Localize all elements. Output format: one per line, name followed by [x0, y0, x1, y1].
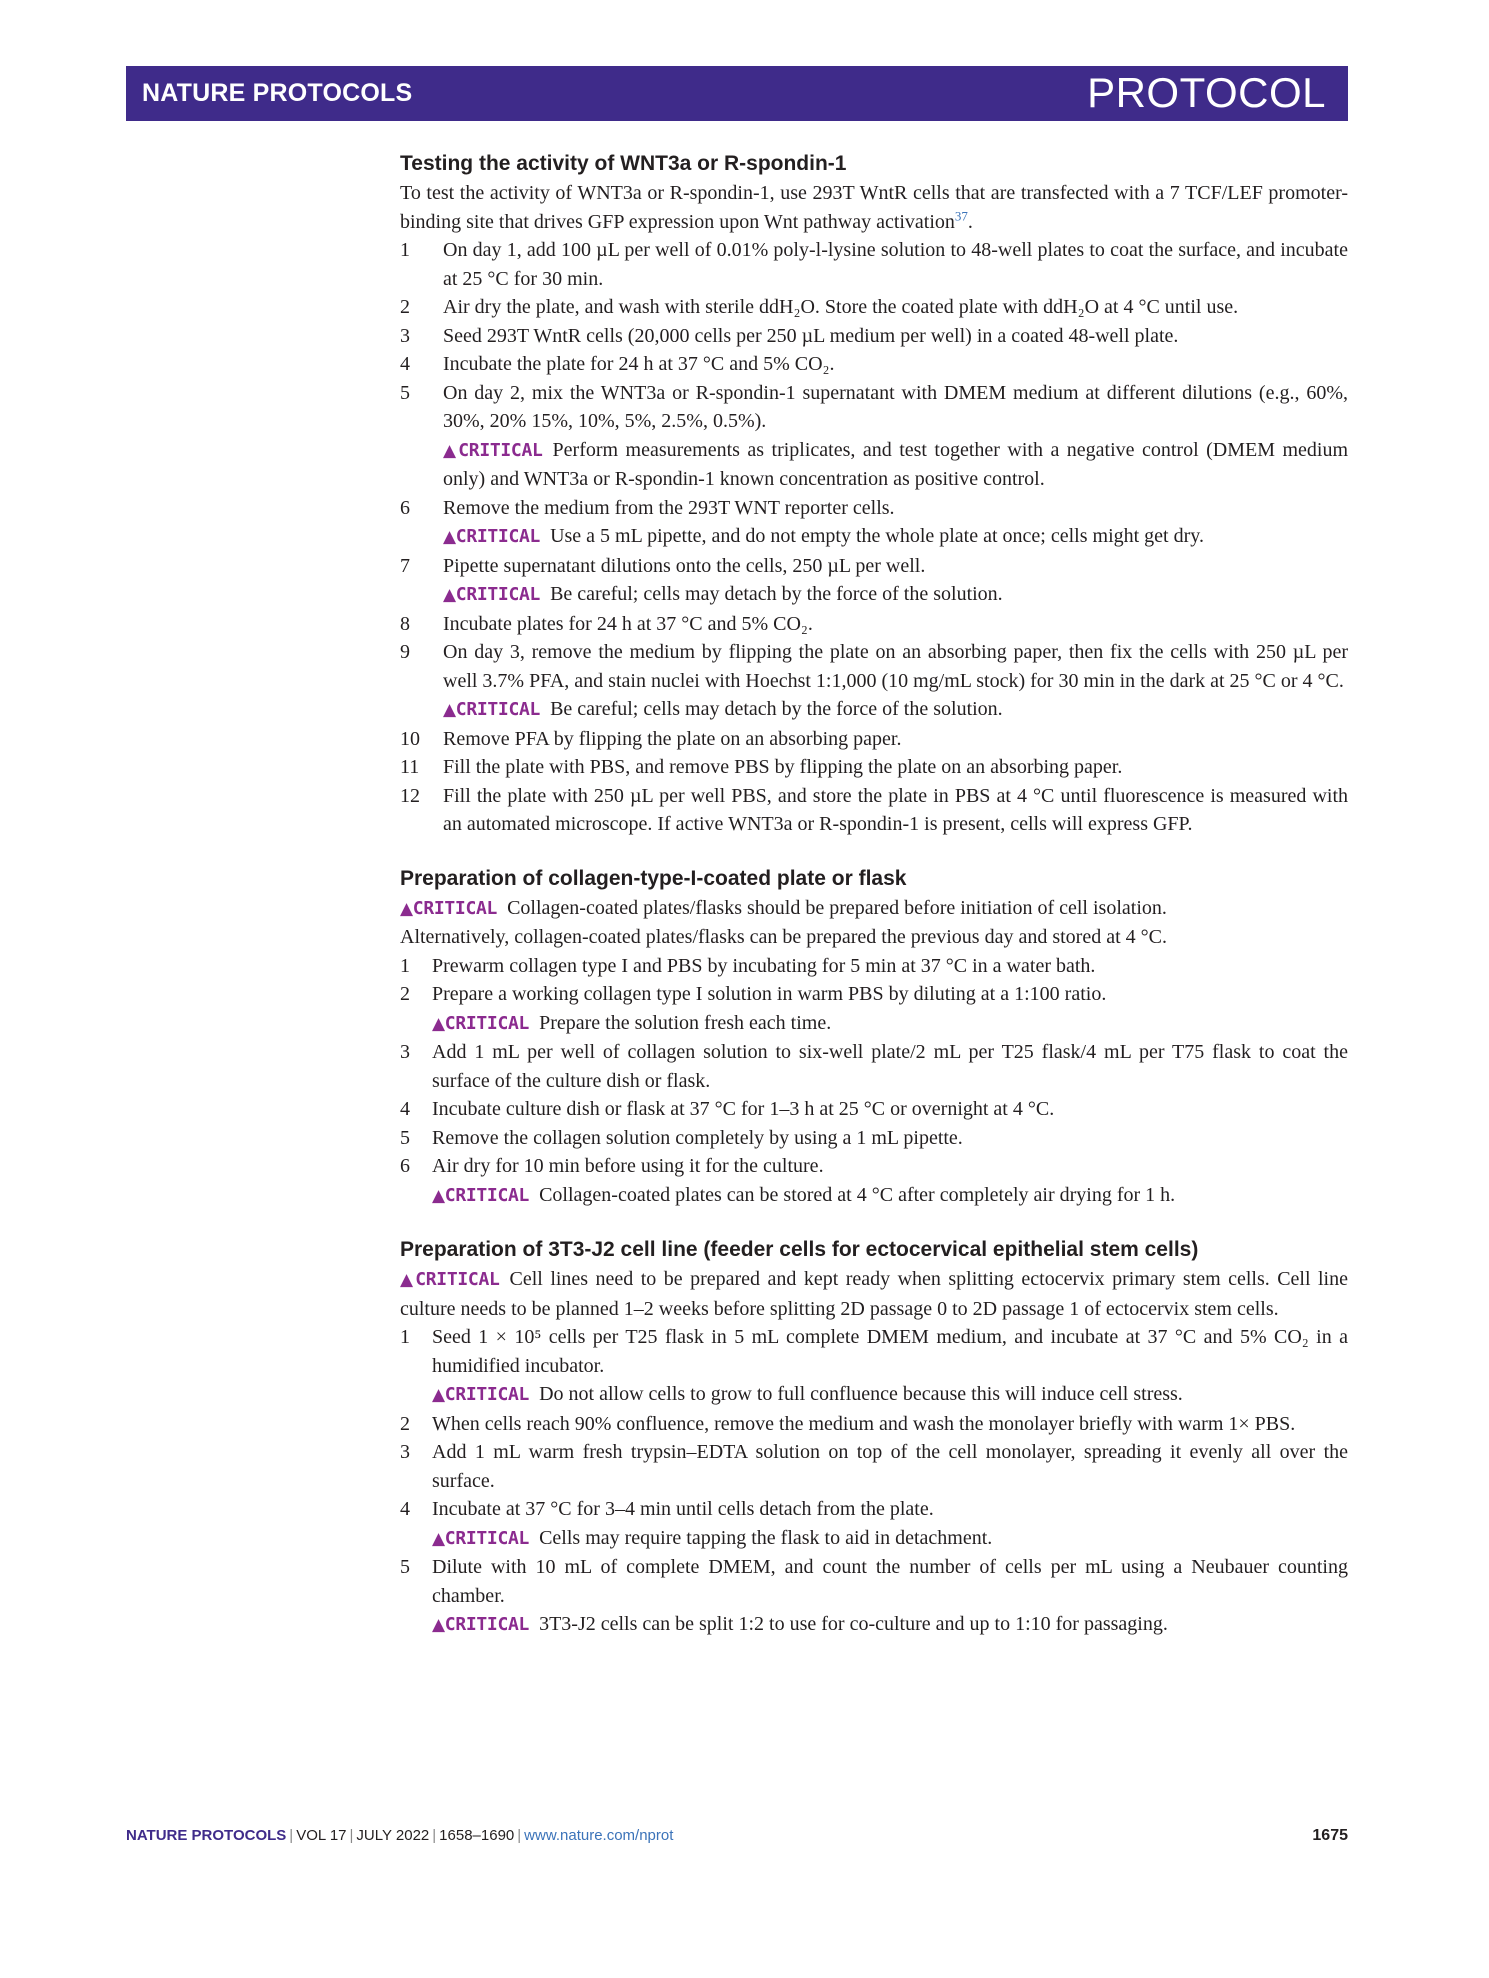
warning-triangle-icon: ▲ — [432, 1615, 445, 1635]
critical-label: ▲CRITICAL — [432, 1184, 530, 1206]
step-number: 4 — [400, 1498, 410, 1520]
step-text: Remove PFA by flipping the plate on an absorbing paper. — [443, 727, 902, 750]
critical-note: ▲CRITICAL Collagen-coated plates/flasks should be prepared before initiation of cell isolation. — [400, 896, 1167, 919]
procedure-step — [400, 552, 1348, 610]
procedure-step — [400, 1152, 1348, 1210]
step-number: 1 — [400, 239, 410, 261]
critical-note — [432, 1610, 1348, 1640]
step-number: 4 — [400, 353, 410, 375]
warning-triangle-icon: ▲ — [443, 527, 456, 547]
section-collagen-coating — [400, 865, 1348, 1211]
critical-note — [432, 1181, 1348, 1211]
step-body — [432, 1124, 1348, 1153]
critical-label: ▲CRITICAL — [443, 699, 541, 720]
critical-text: 3T3-J2 cells can be split 1:2 to use for co-culture and up to 1:10 for passaging. — [539, 1613, 1168, 1635]
step-text: Air dry for 10 min before using it for the culture. — [432, 1155, 824, 1177]
warning-triangle-icon: ▲ — [432, 1528, 445, 1549]
step-body — [432, 1095, 1348, 1124]
step-number: 4 — [400, 1098, 410, 1120]
step-body — [443, 322, 1348, 351]
warning-triangle-icon: ▲ — [432, 1185, 445, 1206]
critical-note — [443, 522, 1348, 552]
procedure-step — [400, 1410, 1348, 1439]
critical-note: ▲CRITICAL Cell lines need to be prepared and kept ready when splitting ectocervix primary stem cells. Cell line culture needs to be planned 1–2 weeks before splitting 2D passage 0 to 2D passage 1 of ectocervix stem cells. — [400, 1268, 1348, 1320]
critical-note — [443, 695, 1348, 725]
critical-label: ▲CRITICAL — [432, 1527, 530, 1549]
procedure-step — [400, 638, 1348, 725]
step-body — [443, 236, 1348, 293]
critical-text: Collagen-coated plates can be stored at 4 °C after completely air drying for 1 h. — [539, 1183, 1176, 1206]
step-number: 2 — [400, 983, 410, 1005]
step-body — [443, 638, 1348, 725]
step-text: On day 2, mix the WNT3a or R-spondin-1 supernatant with DMEM medium at different dilutions (e.g., 60%, 30%, 20% 15%, 10%, 5%, 2.5%, 0.5%). — [443, 381, 1348, 432]
step-text: Fill the plate with PBS, and remove PBS by flipping the plate on an absorbing paper. — [443, 756, 1123, 778]
step-text: Remove the medium from the 293T WNT reporter cells. — [443, 496, 895, 519]
step-number: 3 — [400, 1441, 410, 1463]
reference-link[interactable]: 37 — [954, 207, 968, 223]
critical-note — [443, 580, 1348, 610]
critical-note — [432, 1524, 1348, 1554]
procedure-step — [400, 379, 1348, 494]
procedure-step — [400, 236, 1348, 293]
step-body — [432, 1410, 1348, 1439]
step-body — [443, 552, 1348, 610]
header-bar — [126, 66, 1348, 121]
critical-label: ▲CRITICAL — [400, 897, 498, 919]
procedure-step — [400, 782, 1348, 839]
warning-triangle-icon: ▲ — [443, 440, 459, 461]
footer-journal: NATURE PROTOCOLS — [126, 1827, 287, 1844]
section-3t3-j2-cell-line — [400, 1236, 1348, 1640]
step-body — [432, 1495, 1348, 1553]
step-number: 11 — [400, 756, 420, 778]
warning-triangle-icon: ▲ — [432, 1385, 445, 1405]
procedure-step — [400, 725, 1348, 754]
critical-text: Use a 5 mL pipette, and do not empty the whole plate at once; cells might get dry. — [550, 525, 1204, 547]
step-text: Add 1 mL warm fresh trypsin–EDTA solution on top of the cell monolayer, spreading it evenly all over the surface. — [432, 1441, 1348, 1492]
step-body — [443, 725, 1348, 754]
step-text: Incubate plates for 24 h at 37 °C and 5% CO₂. — [443, 612, 813, 635]
step-body — [432, 952, 1348, 981]
step-number: 6 — [400, 496, 410, 519]
procedure-step — [400, 1495, 1348, 1553]
step-text: Incubate at 37 °C for 3–4 min until cells detach from the plate. — [432, 1498, 934, 1520]
step-text: On day 3, remove the medium by flipping the plate on an absorbing paper, then fix the cells with 250 µL per well 3.7% PFA, and stain nuclei with Hoechst 1:1,000 (10 mg/mL stock) for 30 min in the dark at 25 °C or 4 °C. — [443, 641, 1348, 692]
critical-text: Be careful; cells may detach by the force of the solution. — [550, 583, 1003, 605]
step-number: 2 — [400, 1412, 410, 1435]
procedure-step — [400, 1038, 1348, 1095]
step-text: Remove the collagen solution completely by using a 1 mL pipette. — [432, 1126, 963, 1149]
warning-triangle-icon: ▲ — [400, 1270, 416, 1290]
section-wnt3a-activity — [400, 150, 1348, 839]
step-list — [400, 1323, 1348, 1640]
procedure-step — [400, 1095, 1348, 1124]
procedure-step — [400, 1124, 1348, 1153]
procedure-step — [400, 610, 1348, 639]
critical-label: ▲CRITICAL — [432, 1012, 530, 1034]
critical-label: ▲CRITICAL — [400, 1269, 500, 1290]
section-title: Preparation of collagen-type-I-coated plate or flask — [400, 866, 907, 890]
step-text: Seed 293T WntR cells (20,000 cells per 250 µL medium per well) in a coated 48-well plate. — [443, 324, 1179, 347]
step-text: Incubate the plate for 24 h at 37 °C and 5% CO₂. — [443, 353, 835, 375]
critical-text: Cells may require tapping the flask to aid in detachment. — [539, 1526, 993, 1549]
step-body — [443, 610, 1348, 639]
critical-label: ▲CRITICAL — [443, 526, 541, 547]
step-text: Pipette supernatant dilutions onto the cells, 250 µL per well. — [443, 554, 926, 577]
procedure-step — [400, 753, 1348, 782]
step-text: When cells reach 90% confluence, remove the medium and wash the monolayer briefly with warm 1× PBS. — [432, 1412, 1296, 1435]
step-body — [432, 1438, 1348, 1495]
step-body — [432, 980, 1348, 1038]
step-body — [443, 494, 1348, 552]
step-body — [443, 293, 1348, 322]
procedure-step — [400, 1553, 1348, 1640]
footer-volume: VOL 17 — [296, 1827, 347, 1844]
footer-date: JULY 2022 — [356, 1827, 430, 1844]
step-text: Prepare a working collagen type I solution in warm PBS by diluting at a 1:100 ratio. — [432, 983, 1107, 1005]
step-body — [443, 782, 1348, 839]
procedure-step — [400, 494, 1348, 552]
critical-text: Perform measurements as triplicates, and test together with a negative control (DMEM medium only) and WNT3a or R-spondin-1 known concentration as positive control. — [443, 438, 1348, 490]
main-content — [400, 150, 1348, 1666]
step-number: 10 — [400, 727, 420, 750]
warning-triangle-icon: ▲ — [443, 585, 456, 605]
footer-url[interactable]: www.nature.com/nprot — [524, 1827, 674, 1844]
journal-name: NATURE PROTOCOLS — [142, 79, 413, 107]
step-number: 8 — [400, 612, 410, 635]
page-number: 1675 — [1312, 1827, 1348, 1844]
critical-label: ▲CRITICAL — [432, 1614, 530, 1635]
critical-text: Do not allow cells to grow to full confluence because this will induce cell stress. — [539, 1383, 1183, 1405]
critical-label: ▲CRITICAL — [432, 1384, 530, 1405]
step-number: 5 — [400, 1126, 410, 1149]
procedure-step — [400, 293, 1348, 322]
critical-note — [432, 1380, 1348, 1410]
step-text: Seed 1 × 10⁵ cells per T25 flask in 5 mL complete DMEM medium, and incubate at 37 °C and 5% CO₂ in a humidified incubator. — [432, 1326, 1348, 1377]
step-number: 2 — [400, 296, 410, 318]
step-number: 1 — [400, 954, 410, 977]
step-text: Dilute with 10 mL of complete DMEM, and count the number of cells per mL using a Neubauer counting chamber. — [432, 1556, 1348, 1607]
step-text: Air dry the plate, and wash with sterile ddH₂O. Store the coated plate with ddH₂O at 4 °C until use. — [443, 296, 1239, 318]
article-type: PROTOCOL — [1087, 69, 1326, 116]
warning-triangle-icon: ▲ — [432, 1013, 445, 1034]
section-title: Testing the activity of WNT3a or R-spondin-1 — [400, 152, 847, 175]
step-body — [432, 1038, 1348, 1095]
section-title: Preparation of 3T3-J2 cell line (feeder cells for ectocervical epithelial stem cells) — [400, 1238, 1199, 1261]
step-body — [443, 753, 1348, 782]
step-text: Incubate culture dish or flask at 37 °C for 1–3 h at 25 °C or overnight at 4 °C. — [432, 1098, 1055, 1120]
section-intro: Alternatively, collagen-coated plates/flasks can be prepared the previous day and stored at 4 °C. — [400, 926, 1167, 948]
critical-label: ▲CRITICAL — [443, 584, 541, 605]
step-number: 5 — [400, 1556, 410, 1578]
step-list — [400, 952, 1348, 1211]
critical-note — [443, 436, 1348, 494]
step-text: Fill the plate with 250 µL per well PBS, and store the plate in PBS at 4 °C until fluorescence is measured with an automated microscope. If active WNT3a or R-spondin-1 is present, cells will express GFP. — [443, 784, 1348, 835]
step-number: 7 — [400, 554, 410, 577]
step-body — [432, 1152, 1348, 1210]
step-number: 3 — [400, 1041, 410, 1063]
step-text: Prewarm collagen type I and PBS by incubating for 5 min at 37 °C in a water bath. — [432, 954, 1096, 977]
step-number: 5 — [400, 381, 410, 404]
critical-label: ▲CRITICAL — [443, 439, 543, 461]
procedure-step — [400, 350, 1348, 379]
section-intro: To test the activity of WNT3a or R-spondin-1, use 293T WntR cells that are transfected with a 7 TCF/LEF promoter-binding site that drives GFP expression upon Wnt pathway activation$^{37}$. — [400, 182, 1348, 233]
procedure-step — [400, 322, 1348, 351]
critical-text: Prepare the solution fresh each time. — [539, 1011, 832, 1034]
footer-pages: 1658–1690 — [439, 1827, 515, 1844]
step-body — [432, 1553, 1348, 1640]
warning-triangle-icon: ▲ — [443, 700, 456, 720]
critical-text: Be careful; cells may detach by the force of the solution. — [550, 698, 1003, 720]
step-text: On day 1, add 100 µL per well of 0.01% poly-l-lysine solution to 48-well plates to coat the surface, and incubate at 25 °C for 30 min. — [443, 239, 1348, 290]
step-number: 1 — [400, 1326, 410, 1348]
page-footer: NATURE PROTOCOLS | VOL 17 | JULY 2022 | 1658–1690 | www.nature.com/nprot 1675 — [126, 1827, 1348, 1844]
step-body — [443, 379, 1348, 494]
procedure-step — [400, 980, 1348, 1038]
step-number: 6 — [400, 1155, 410, 1177]
warning-triangle-icon: ▲ — [400, 898, 413, 919]
procedure-step — [400, 1323, 1348, 1410]
step-number: 12 — [400, 784, 420, 807]
step-number: 3 — [400, 324, 410, 347]
critical-note — [432, 1009, 1348, 1039]
step-body — [443, 350, 1348, 379]
step-body — [432, 1323, 1348, 1410]
procedure-step — [400, 952, 1348, 981]
step-text: Add 1 mL per well of collagen solution to six-well plate/2 mL per T25 flask/4 mL per T75 flask to coat the surface of the culture dish or flask. — [432, 1041, 1348, 1092]
procedure-step — [400, 1438, 1348, 1495]
step-number: 9 — [400, 641, 410, 663]
step-list — [400, 236, 1348, 839]
